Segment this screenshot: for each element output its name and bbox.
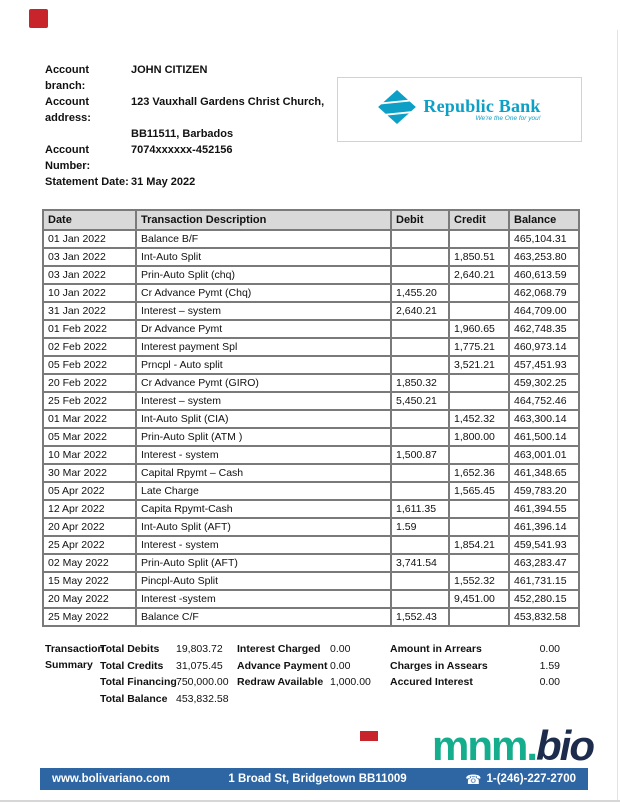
summary-row: [390, 674, 560, 691]
cell-balance: 462,748.35: [509, 320, 579, 338]
summary-row: [100, 691, 229, 708]
cell-description: Prin-Auto Split (AFT): [136, 554, 391, 572]
cell-balance: 461,500.14: [509, 428, 579, 446]
table-row: [43, 266, 579, 284]
bank-name: Republic Bank: [423, 95, 541, 116]
transaction-table: [42, 209, 580, 627]
cell-credit: [449, 374, 509, 392]
summary-value: 750,000.00: [176, 676, 229, 688]
table-row: [43, 518, 579, 536]
cell-credit: 1,565.45: [449, 482, 509, 500]
cell-credit: 1,854.21: [449, 536, 509, 554]
cell-description: Prin-Auto Split (ATM ): [136, 428, 391, 446]
column-header: Debit: [391, 210, 449, 230]
summary-row: [390, 641, 560, 658]
table-header-row: [43, 210, 579, 230]
table-row: [43, 428, 579, 446]
cell-credit: 1,800.00: [449, 428, 509, 446]
cell-credit: [449, 608, 509, 626]
cell-date: 03 Jan 2022: [43, 248, 136, 266]
summary-title-line2: Summary: [45, 659, 93, 671]
summary-totals-group: [100, 641, 229, 707]
account-label: Account address:: [45, 96, 91, 124]
cell-description: Capital Rpymt – Cash: [136, 464, 391, 482]
summary-label: Amount in Arrears: [390, 643, 482, 655]
republic-bank-diamond-icon: [378, 90, 416, 129]
cell-credit: 1,652.36: [449, 464, 509, 482]
summary-value: 1.59: [539, 659, 560, 672]
red-dash-mark: [360, 731, 378, 741]
cell-debit: [391, 482, 449, 500]
account-value: 7074xxxxxx-452156: [131, 144, 233, 156]
cell-debit: [391, 428, 449, 446]
column-header: Date: [43, 210, 136, 230]
cell-date: 15 May 2022: [43, 572, 136, 590]
column-header: Transaction Description: [136, 210, 391, 230]
cell-description: Balance B/F: [136, 230, 391, 248]
cell-debit: 5,450.21: [391, 392, 449, 410]
phone-icon: ☎: [465, 771, 482, 787]
cell-balance: 461,394.55: [509, 500, 579, 518]
account-value: JOHN CITIZEN: [131, 64, 208, 76]
cell-credit: [449, 500, 509, 518]
scan-edge-bottom: [0, 800, 620, 802]
cell-date: 03 Jan 2022: [43, 266, 136, 284]
table-row: [43, 410, 579, 428]
cell-date: 02 May 2022: [43, 554, 136, 572]
footer-address: 1 Broad St, Bridgetown BB11009: [228, 773, 407, 785]
cell-debit: [391, 320, 449, 338]
cell-date: 01 Feb 2022: [43, 320, 136, 338]
summary-value: 19,803.72: [176, 643, 223, 655]
summary-interest-group: [237, 641, 371, 691]
cell-description: Interest - system: [136, 446, 391, 464]
cell-balance: 453,832.58: [509, 608, 579, 626]
cell-description: Capita Rpymt-Cash: [136, 500, 391, 518]
cell-date: 20 Feb 2022: [43, 374, 136, 392]
cell-balance: 463,300.14: [509, 410, 579, 428]
summary-row: [100, 641, 229, 658]
cell-balance: 461,396.14: [509, 518, 579, 536]
summary-label: Accured Interest: [390, 676, 473, 688]
table-row: [43, 392, 579, 410]
cell-credit: 1,552.32: [449, 572, 509, 590]
cell-debit: 1.59: [391, 518, 449, 536]
table-row: [43, 374, 579, 392]
table-row: [43, 230, 579, 248]
cell-balance: 463,283.47: [509, 554, 579, 572]
cell-balance: 459,302.25: [509, 374, 579, 392]
cell-description: Cr Advance Pymt (GIRO): [136, 374, 391, 392]
cell-debit: 1,611.35: [391, 500, 449, 518]
summary-row: [237, 641, 371, 658]
cell-description: Interest payment Spl: [136, 338, 391, 356]
cell-debit: 3,741.54: [391, 554, 449, 572]
cell-balance: 452,280.15: [509, 590, 579, 608]
summary-value: 0.00: [330, 659, 351, 672]
cell-credit: 1,960.65: [449, 320, 509, 338]
cell-date: 25 Feb 2022: [43, 392, 136, 410]
cell-description: Interest - system: [136, 536, 391, 554]
table-row: [43, 446, 579, 464]
footer-bar: [40, 768, 588, 790]
footer-phone: [465, 773, 576, 786]
cell-balance: 465,104.31: [509, 230, 579, 248]
cell-description: Prncpl - Auto split: [136, 356, 391, 374]
cell-date: 05 Mar 2022: [43, 428, 136, 446]
cell-date: 05 Apr 2022: [43, 482, 136, 500]
cell-balance: 461,348.65: [509, 464, 579, 482]
watermark-mnm: mnm.: [432, 722, 537, 769]
cell-debit: [391, 248, 449, 266]
cell-description: Dr Advance Pymt: [136, 320, 391, 338]
summary-arrears-group: [390, 641, 560, 691]
summary-value: 0.00: [330, 643, 351, 655]
cell-credit: 1,452.32: [449, 410, 509, 428]
cell-debit: [391, 266, 449, 284]
cell-date: 20 Apr 2022: [43, 518, 136, 536]
cell-description: Int-Auto Split: [136, 248, 391, 266]
account-label: Statement Date:: [45, 176, 129, 188]
column-header: Balance: [509, 210, 579, 230]
account-line: [45, 62, 324, 94]
table-row: [43, 284, 579, 302]
cell-balance: 464,709.00: [509, 302, 579, 320]
account-info: [45, 62, 324, 190]
cell-description: Interest -system: [136, 590, 391, 608]
cell-balance: 461,731.15: [509, 572, 579, 590]
cell-date: 20 May 2022: [43, 590, 136, 608]
cell-balance: 463,253.80: [509, 248, 579, 266]
cell-debit: 1,552.43: [391, 608, 449, 626]
table-row: [43, 356, 579, 374]
cell-debit: 1,455.20: [391, 284, 449, 302]
bank-logo-box: [337, 77, 582, 142]
table-row: [43, 608, 579, 626]
summary-value: 1,000.00: [330, 676, 371, 688]
red-stamp: [29, 9, 48, 28]
table-row: [43, 536, 579, 554]
summary-value: 0.00: [539, 643, 560, 655]
cell-credit: [449, 518, 509, 536]
table-row: [43, 302, 579, 320]
cell-description: Int-Auto Split (AFT): [136, 518, 391, 536]
cell-date: 05 Feb 2022: [43, 356, 136, 374]
account-value: BB11511, Barbados: [131, 128, 234, 140]
cell-date: 01 Jan 2022: [43, 230, 136, 248]
summary-row: [237, 674, 371, 691]
cell-balance: 463,001.01: [509, 446, 579, 464]
cell-balance: 460,613.59: [509, 266, 579, 284]
cell-date: 31 Jan 2022: [43, 302, 136, 320]
table-row: [43, 572, 579, 590]
summary-value: 453,832.58: [176, 692, 229, 705]
account-value: 31 May 2022: [131, 176, 196, 188]
table-row: [43, 554, 579, 572]
footer-website: www.bolivariano.com: [52, 773, 170, 785]
summary-value: 31,075.45: [176, 659, 223, 672]
cell-date: 30 Mar 2022: [43, 464, 136, 482]
cell-description: Cr Advance Pymt (Chq): [136, 284, 391, 302]
summary-title-line1: Transaction: [45, 643, 104, 655]
cell-balance: 464,752.46: [509, 392, 579, 410]
account-label: [45, 126, 131, 142]
cell-debit: 1,850.32: [391, 374, 449, 392]
cell-balance: 462,068.79: [509, 284, 579, 302]
cell-credit: [449, 284, 509, 302]
account-label: Account branch:: [45, 64, 89, 92]
summary-label: Total Balance: [100, 692, 168, 705]
mnm-bio-watermark: [432, 724, 593, 768]
cell-debit: 1,500.87: [391, 446, 449, 464]
cell-description: Pincpl-Auto Split: [136, 572, 391, 590]
footer-phone-number: 1-(246)-227-2700: [486, 773, 576, 785]
account-line: [45, 174, 324, 190]
cell-debit: 2,640.21: [391, 302, 449, 320]
cell-date: 10 Jan 2022: [43, 284, 136, 302]
watermark-bio: bio: [536, 722, 593, 769]
cell-debit: [391, 230, 449, 248]
cell-balance: 457,451.93: [509, 356, 579, 374]
summary-row: [390, 658, 560, 675]
table-row: [43, 482, 579, 500]
table-row: [43, 320, 579, 338]
scan-edge-right: [617, 30, 618, 800]
cell-credit: [449, 392, 509, 410]
account-line: [45, 142, 324, 174]
account-value: 123 Vauxhall Gardens Christ Church,: [131, 96, 325, 108]
cell-debit: [391, 464, 449, 482]
cell-debit: [391, 338, 449, 356]
summary-title: [45, 641, 104, 673]
table-row: [43, 500, 579, 518]
summary-row: [237, 658, 371, 675]
cell-date: 10 Mar 2022: [43, 446, 136, 464]
summary-value: 0.00: [539, 676, 560, 688]
cell-date: 25 May 2022: [43, 608, 136, 626]
cell-credit: 1,775.21: [449, 338, 509, 356]
cell-description: Interest – system: [136, 392, 391, 410]
cell-description: Prin-Auto Split (chq): [136, 266, 391, 284]
cell-date: 12 Apr 2022: [43, 500, 136, 518]
cell-date: 01 Mar 2022: [43, 410, 136, 428]
summary-label: Total Credits: [100, 659, 164, 672]
table-row: [43, 590, 579, 608]
summary-label: Total Financing: [100, 676, 177, 688]
account-line: [45, 126, 324, 142]
cell-credit: 1,850.51: [449, 248, 509, 266]
summary-label: Advance Payment: [237, 659, 328, 672]
cell-description: Interest – system: [136, 302, 391, 320]
column-header: Credit: [449, 210, 509, 230]
cell-debit: [391, 536, 449, 554]
table-row: [43, 338, 579, 356]
cell-balance: 459,541.93: [509, 536, 579, 554]
account-line: [45, 94, 324, 126]
summary-label: Charges in Assears: [390, 659, 488, 672]
cell-description: Late Charge: [136, 482, 391, 500]
bank-logo-text: [423, 97, 540, 123]
bank-tagline: We're the One for you!: [475, 114, 541, 122]
cell-credit: 3,521.21: [449, 356, 509, 374]
cell-debit: [391, 572, 449, 590]
summary-row: [100, 674, 229, 691]
table-row: [43, 464, 579, 482]
cell-date: 02 Feb 2022: [43, 338, 136, 356]
summary-label: Redraw Available: [237, 676, 324, 688]
cell-description: Balance C/F: [136, 608, 391, 626]
cell-credit: 9,451.00: [449, 590, 509, 608]
cell-credit: 2,640.21: [449, 266, 509, 284]
cell-balance: 459,783.20: [509, 482, 579, 500]
summary-label: Total Debits: [100, 643, 160, 655]
cell-balance: 460,973.14: [509, 338, 579, 356]
account-label: Account Number:: [45, 144, 91, 172]
cell-credit: [449, 230, 509, 248]
summary-row: [100, 658, 229, 675]
summary-label: Interest Charged: [237, 643, 321, 655]
cell-debit: [391, 590, 449, 608]
cell-credit: [449, 554, 509, 572]
cell-debit: [391, 356, 449, 374]
cell-debit: [391, 410, 449, 428]
cell-credit: [449, 302, 509, 320]
cell-description: Int-Auto Split (CIA): [136, 410, 391, 428]
cell-credit: [449, 446, 509, 464]
table-row: [43, 248, 579, 266]
cell-date: 25 Apr 2022: [43, 536, 136, 554]
